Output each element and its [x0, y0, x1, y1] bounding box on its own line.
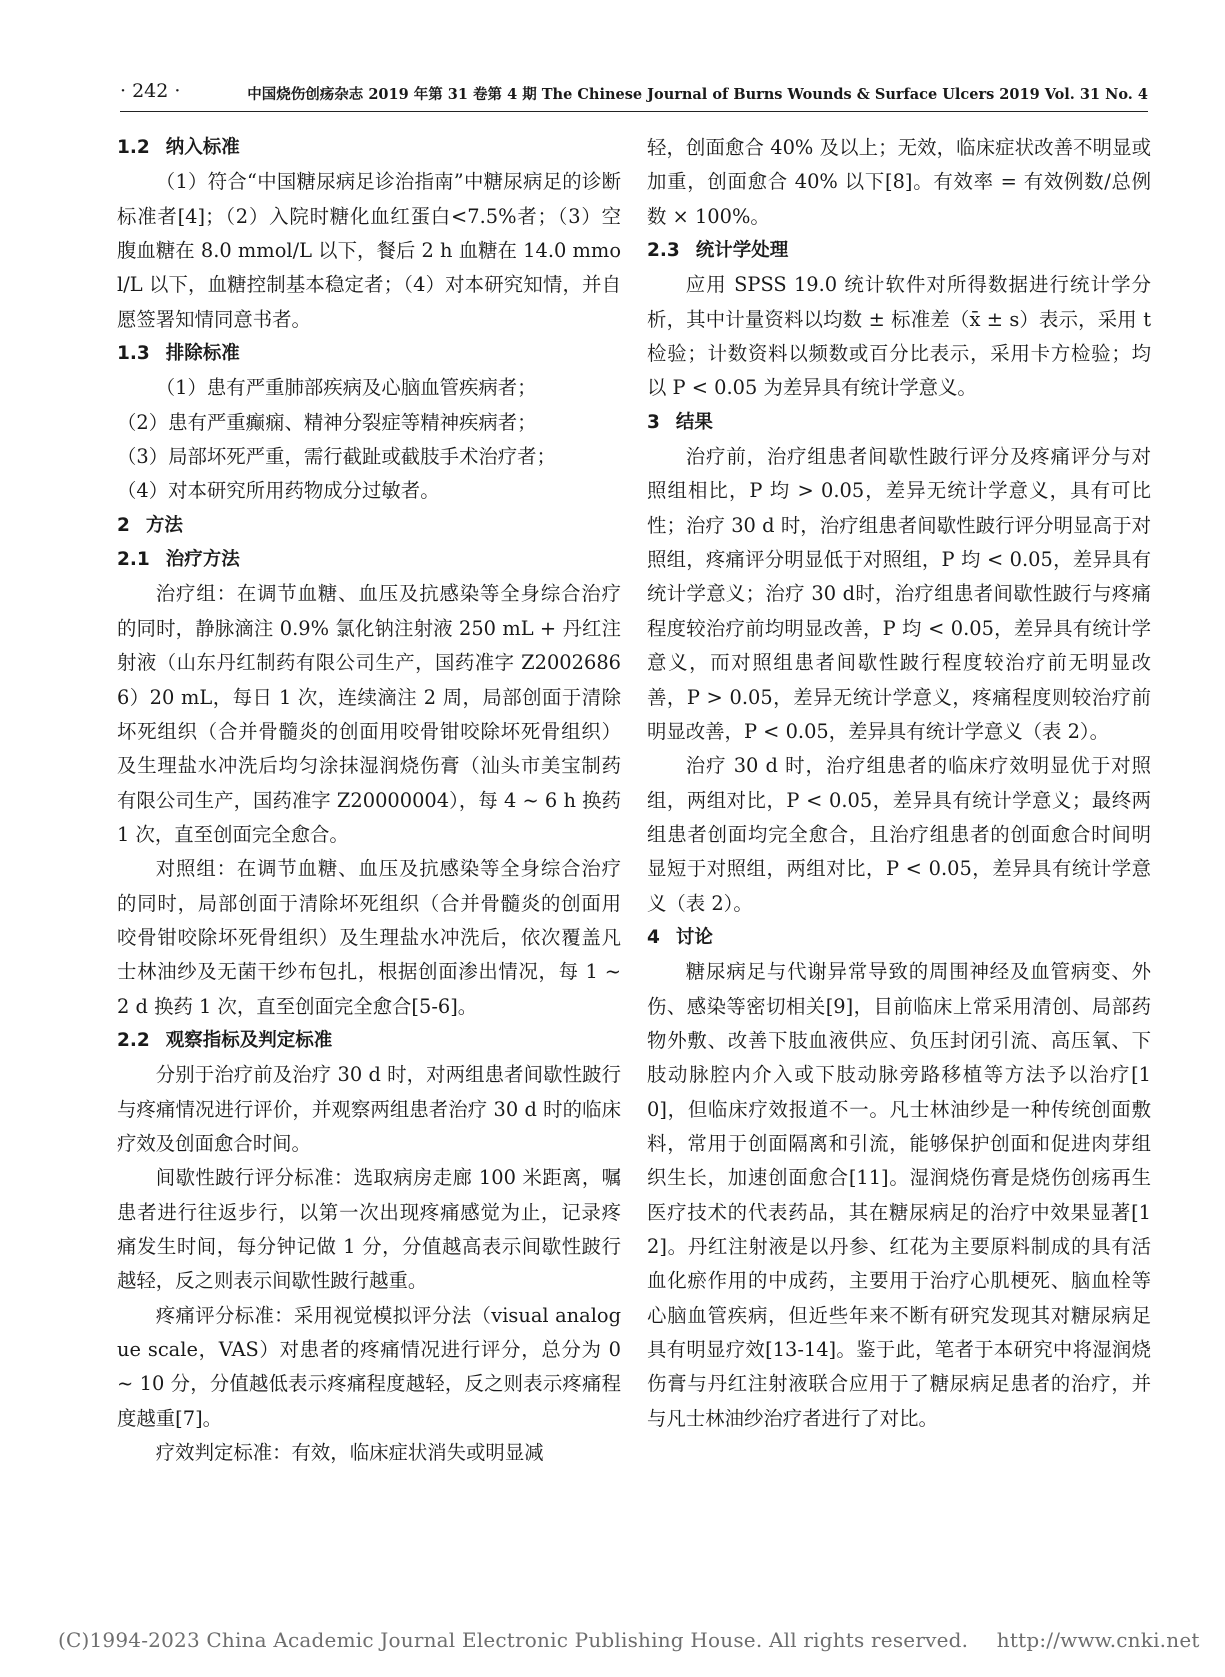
body-paragraph: 轻，创面愈合 40% 及以上；无效，临床症状改善不明显或加重，创面愈合 40% 以下[8]。有效率 = 有效例数/总例数 × 100%。	[647, 136, 1151, 228]
body-paragraph: （3）局部坏死严重，需行截趾或截肢手术治疗者；	[117, 445, 556, 469]
copyright-notice: (C)1994-2023 China Academic Journal Electronic Publishing House. All rights reserved.	[58, 1628, 969, 1652]
body-paragraph: 糖尿病足与代谢异常导致的周围神经及血管病变、外伤、感染等密切相关[9]，目前临床上常采用清创、局部药物外敷、改善下肢血液供应、负压封闭引流、高压氧、下肢动脉腔内介入或下肢动脉旁路移植等方法予以治疗[10]，但临床疗效报道不一。凡士林油纱是一种传统创面敷料，常用于创面隔离和引流，能够保护创面和促进肉芽组织生长，加速创面愈合[11]。湿润烧伤膏是烧伤创疡再生医疗技术的代表药品，其在糖尿病足的治疗中效果显著[12]。丹红注射液是以丹参、红花为主要原料制成的具有活血化瘀作用的中成药，主要用于治疗心肌梗死、脑血栓等心脑血管疾病，但近些年来不断有研究发现其对糖尿病足具有明显疗效[13-14]。鉴于此，笔者于本研究中将湿润烧伤膏与丹红注射液联合应用于了糖尿病足患者的治疗，并与凡士林油纱治疗者进行了对比。	[647, 960, 1151, 1430]
body-paragraph: 间歇性跛行评分标准：选取病房走廊 100 米距离，嘱患者进行往返步行，以第一次出现疼痛感觉为止，记录疼痛发生时间，每分钟记做 1 分，分值越高表示间歇性跛行越轻，反之则表示间歇性跛行越重。	[117, 1166, 621, 1293]
section-heading	[647, 406, 1151, 440]
body-paragraph: 对照组：在调节血糖、血压及抗感染等全身综合治疗的同时，局部创面于清除坏死组织（合并骨髓炎的创面用咬骨钳咬除坏死骨组织）及生理盐水冲洗后，依次覆盖凡士林油纱及无菌干纱布包扎，根据创面渗出情况，每 1 ~ 2 d 换药 1 次，直至创面完全愈合[5-6]。	[117, 857, 621, 1018]
section-heading	[647, 234, 1151, 268]
section-title: 讨论	[675, 926, 713, 948]
section-heading	[117, 543, 621, 577]
section-heading	[117, 131, 621, 165]
section-number: 3	[647, 411, 660, 433]
body-paragraph: 治疗组：在调节血糖、血压及抗感染等全身综合治疗的同时，静脉滴注 0.9% 氯化钠注射液 250 mL + 丹红注射液（山东丹红制药有限公司生产，国药准字 Z20026866）20 mL，每日 1 次，连续滴注 2 周，局部创面于清除坏死组织（合并骨髓炎的创面用咬骨钳咬除坏死骨组织）及生理盐水冲洗后均匀涂抹湿润烧伤膏（汕头市美宝制药有限公司生产，国药准字 Z20000004），每 4 ~ 6 h 换药 1 次，直至创面完全愈合。	[117, 582, 621, 846]
page-footer	[58, 1628, 1200, 1652]
section-heading	[117, 337, 621, 371]
page-number: · 242 ·	[120, 80, 181, 102]
section-title: 结果	[675, 411, 713, 433]
footer-url-link[interactable]: http://www.cnki.net	[996, 1628, 1200, 1652]
right-column	[647, 131, 1151, 1436]
section-heading	[117, 1024, 621, 1058]
body-paragraph: 疗效判定标准：有效，临床症状消失或明显减	[155, 1441, 544, 1465]
body-paragraph: 治疗前，治疗组患者间歇性跛行评分及疼痛评分与对照组相比，P 均 > 0.05，差异无统计学意义，具有可比性；治疗 30 d 时，治疗组患者间歇性跛行评分明显高于对照组，疼痛评分明显低于对照组，P 均 < 0.05，差异具有统计学意义；治疗 30 d时，治疗组患者间歇性跛行与疼痛程度较治疗前均明显改善，P 均 < 0.05，差异具有统计学意义，而对照组患者间歇性跛行程度较治疗前无明显改善，P > 0.05，差异无统计学意义，疼痛程度则较治疗前明显改善，P < 0.05，差异具有统计学意义（表 2）。	[647, 445, 1151, 743]
body-paragraph: 分别于治疗前及治疗 30 d 时，对两组患者间歇性跛行与疼痛情况进行评价，并观察两组患者治疗 30 d 时的临床疗效及创面愈合时间。	[117, 1063, 621, 1155]
section-title: 方法	[145, 514, 183, 536]
body-paragraph: （2）患有严重癫痫、精神分裂症等精神疾病者；	[117, 410, 537, 434]
body-paragraph: （1）患有严重肺部疾病及心脑血管疾病者；	[155, 376, 537, 400]
header-rule	[120, 111, 1148, 112]
body-paragraph: （1）符合“中国糖尿病足诊治指南”中糖尿病足的诊断标准者[4]；（2）入院时糖化血红蛋白<7.5%者；（3）空腹血糖在 8.0 mmol/L 以下，餐后 2 h 血糖在 14.0 mmol/L 以下，血糖控制基本稳定者；（4）对本研究知情，并自愿签署知情同意书者。	[117, 170, 621, 331]
body-paragraph: 疼痛评分标准：采用视觉模拟评分法（visual analogue scale，VAS）对患者的疼痛情况进行评分，总分为 0 ~ 10 分，分值越低表示疼痛程度越轻，反之则表示疼痛程度越重[7]。	[117, 1303, 621, 1430]
section-number: 2.2	[117, 1029, 150, 1051]
section-title: 纳入标准	[165, 137, 240, 158]
section-heading	[647, 921, 1151, 955]
journal-running-title: 中国烧伤创疡杂志 2019 年第 31 卷第 4 期 The Chinese Journal of Burns Wounds & Surface Ulcers 2019 Vol. 31 No. 4	[247, 86, 1148, 103]
left-column	[117, 131, 621, 1470]
section-number: 2.3	[647, 240, 680, 262]
section-heading	[117, 509, 621, 543]
section-title: 治疗方法	[165, 549, 240, 571]
body-paragraph: 应用 SPSS 19.0 统计软件对所得数据进行统计学分析，其中计量资料以均数 ± 标准差（x̄ ± s）表示，采用 t 检验；计数资料以频数或百分比表示，采用卡方检验；均以 P < 0.05 为差异具有统计学意义。	[647, 273, 1151, 400]
section-number: 4	[647, 926, 660, 948]
section-title: 统计学处理	[695, 240, 789, 262]
section-number: 1.3	[117, 343, 150, 365]
page-header	[120, 76, 1148, 106]
body-paragraph: 治疗 30 d 时，治疗组患者的临床疗效明显优于对照组，两组对比，P < 0.05，差异具有统计学意义；最终两组患者创面均完全愈合，且治疗组患者的创面愈合时间明显短于对照组，两组对比，P < 0.05，差异具有统计学意义（表 2）。	[647, 754, 1151, 915]
section-title: 观察指标及判定标准	[165, 1029, 333, 1051]
section-number: 1.2	[117, 137, 150, 158]
section-number: 2	[117, 514, 130, 536]
section-number: 2.1	[117, 549, 150, 571]
section-title: 排除标准	[165, 343, 240, 365]
body-paragraph: （4）对本研究所用药物成分过敏者。	[117, 479, 440, 503]
